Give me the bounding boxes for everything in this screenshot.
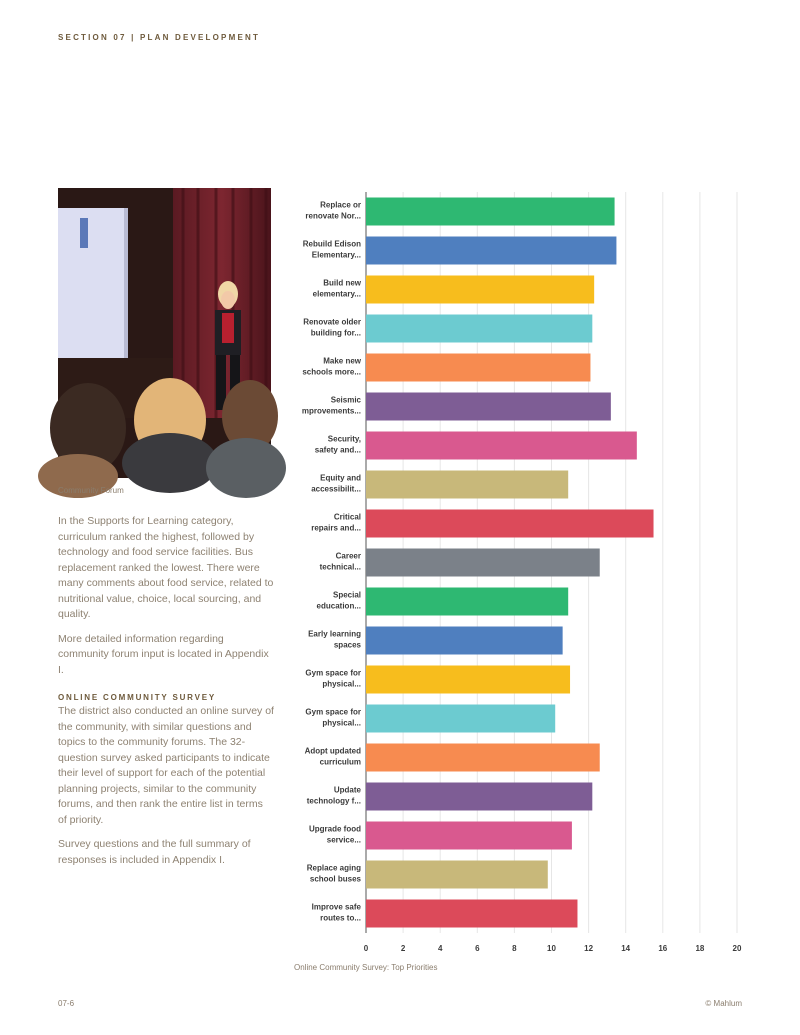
category-label: physical... [322, 679, 361, 689]
bar [366, 822, 572, 850]
category-label: Improve safe [311, 902, 361, 912]
paragraph-supports: In the Supports for Learning category, curriculum ranked the highest, followed by technology and food service facilities. Bus replacement ranked the lowest. There were many comments about food service, related to nutritional value, choice, local sourcing, and quality. [58, 515, 274, 620]
category-label: physical... [322, 718, 361, 728]
bar [366, 510, 654, 538]
category-label: mprovements... [301, 406, 361, 416]
bar [366, 666, 570, 694]
photo-illustration [58, 188, 271, 478]
bar [366, 276, 594, 304]
bar [366, 198, 615, 226]
category-label: Make new [323, 356, 361, 366]
category-label: school buses [309, 874, 361, 884]
category-label: renovate Nor... [305, 211, 361, 221]
x-tick-label: 14 [621, 944, 631, 953]
priorities-chart-svg [290, 188, 750, 953]
bar [366, 900, 577, 928]
category-label: Equity and [320, 473, 361, 483]
category-label: Replace or [320, 200, 361, 210]
bar [366, 315, 592, 343]
bar [366, 588, 568, 616]
bar [366, 861, 548, 889]
category-label: Gym space for [305, 668, 361, 678]
bar [366, 237, 616, 265]
bar [366, 783, 592, 811]
category-label: Renovate older [303, 317, 361, 327]
category-label: building for... [310, 328, 361, 338]
bar [366, 744, 600, 772]
category-label: Security, [327, 434, 361, 444]
x-tick-label: 12 [584, 944, 594, 953]
paragraph-appendix-forum: More detailed information regarding community forum input is located in Appendix I. [58, 632, 269, 676]
category-label: accessibilit... [311, 484, 361, 494]
category-label: Replace aging [306, 863, 361, 873]
category-label: Seismic [330, 395, 361, 405]
bar [366, 549, 600, 577]
bar [366, 705, 555, 733]
category-label: Upgrade food [309, 824, 361, 834]
online-survey-heading: ONLINE COMMUNITY SURVEY [58, 693, 217, 702]
category-label: elementary... [312, 289, 361, 299]
category-label: Rebuild Edison [302, 239, 361, 249]
body-text [58, 514, 274, 877]
bar [366, 432, 637, 460]
photo-caption: Community Forum [58, 486, 124, 495]
priorities-chart [290, 188, 750, 953]
community-forum-photo [58, 188, 271, 478]
category-label: safety and... [314, 445, 361, 455]
bar [366, 354, 590, 382]
x-tick-label: 6 [475, 944, 480, 953]
x-tick-label: 0 [363, 944, 369, 953]
category-label: technical... [319, 562, 361, 572]
x-tick-label: 8 [512, 944, 517, 953]
x-tick-label: 20 [732, 944, 742, 953]
category-label: spaces [333, 640, 361, 650]
category-label: service... [326, 835, 361, 845]
copyright-credit: © Mahlum [705, 999, 742, 1008]
section-header: SECTION 07 | PLAN DEVELOPMENT [58, 33, 261, 42]
x-tick-label: 4 [437, 944, 443, 953]
category-label: Adopt updated [304, 746, 361, 756]
category-label: routes to... [320, 913, 361, 923]
category-label: repairs and... [311, 523, 361, 533]
category-label: Early learning [308, 629, 361, 639]
x-tick-label: 16 [658, 944, 668, 953]
x-tick-label: 2 [400, 944, 406, 953]
category-label: education... [316, 601, 361, 611]
x-tick-label: 10 [547, 944, 556, 953]
category-label: schools more... [302, 367, 361, 377]
category-label: Special [332, 590, 361, 600]
category-label: curriculum [319, 757, 361, 767]
category-label: Career [335, 551, 361, 561]
x-tick-label: 18 [695, 944, 705, 953]
category-label: Gym space for [305, 707, 361, 717]
category-label: Build new [323, 278, 361, 288]
category-label: Elementary... [311, 250, 361, 260]
chart-caption: Online Community Survey: Top Priorities [294, 963, 438, 972]
category-label: technology f... [306, 796, 361, 806]
category-label: Update [333, 785, 361, 795]
bar [366, 471, 568, 499]
bar [366, 393, 611, 421]
category-label: Critical [333, 512, 361, 522]
paragraph-survey: The district also conducted an online survey of the community, with similar questions and topics to the community forums. The 32-question survey asked participants to indicate their level of support for each of the potential planning projects, similar to the community forums, and then rank the entire list in terms of priority. [58, 705, 274, 826]
bar [366, 627, 563, 655]
page-number: 07-6 [58, 999, 75, 1008]
paragraph-appendix-survey: Survey questions and the full summary of responses is included in Appendix I. [58, 838, 251, 866]
